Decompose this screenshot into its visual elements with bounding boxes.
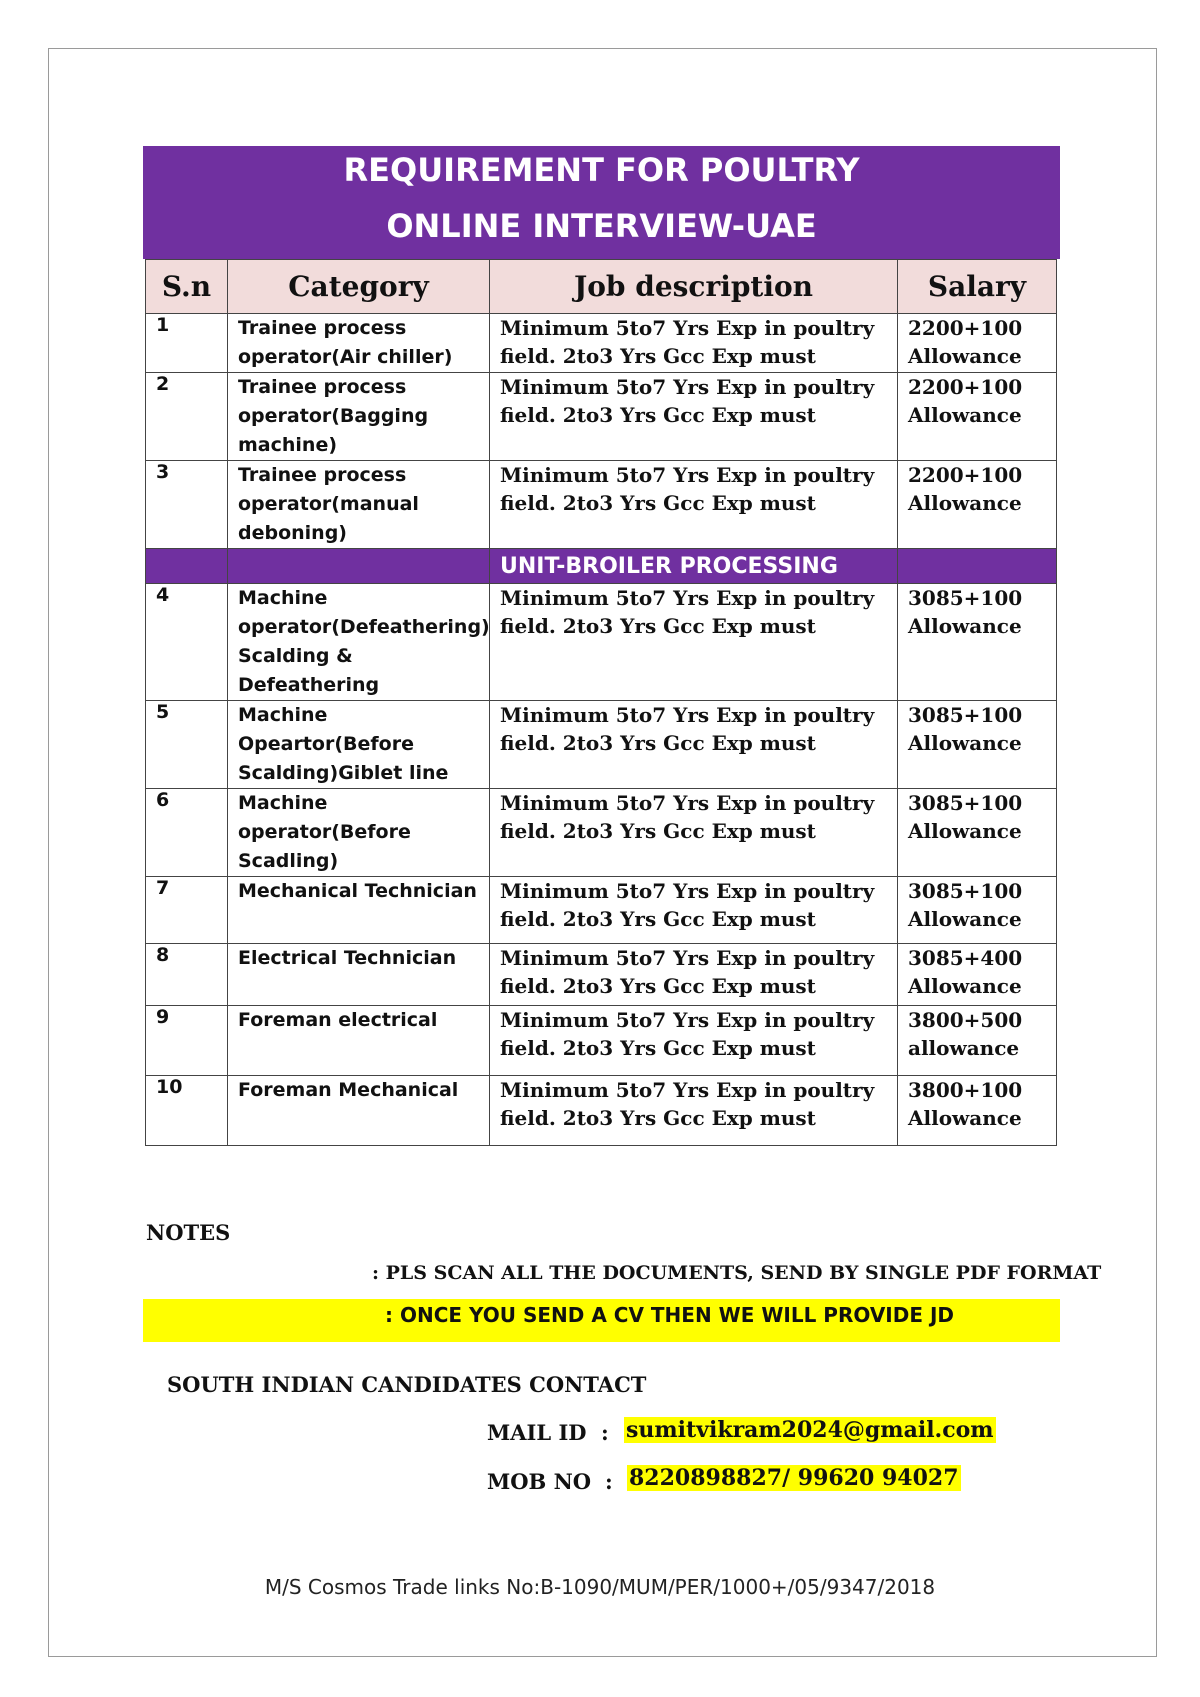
sn-cell — [146, 1076, 228, 1146]
salary-line: Allowance — [908, 403, 1022, 427]
salary-cell — [898, 1006, 1057, 1076]
sn-cell — [146, 373, 228, 461]
category-line: operator(Bagging — [238, 405, 429, 427]
job-description-cell — [490, 1006, 898, 1076]
job-description-cell — [490, 944, 898, 1006]
mail-id-separator: : — [601, 1420, 609, 1445]
job-description-line: field. 2to3 Yrs Gcc Exp must — [500, 344, 816, 368]
category-line: Mechanical Technician — [238, 880, 477, 902]
job-description-line: field. 2to3 Yrs Gcc Exp must — [500, 819, 816, 843]
table-row — [146, 584, 1057, 701]
salary-cell — [898, 789, 1057, 877]
column-header-sn: S.n — [146, 260, 228, 314]
sn-cell — [146, 701, 228, 789]
table-row — [146, 1006, 1057, 1076]
sn-cell — [146, 944, 228, 1006]
salary-line: Allowance — [908, 1106, 1022, 1130]
sn-line: 3 — [156, 461, 170, 483]
job-description-line: Minimum 5to7 Yrs Exp in poultry — [500, 375, 875, 399]
job-description-line: Minimum 5to7 Yrs Exp in poultry — [500, 316, 875, 340]
salary-line: 3085+400 — [908, 946, 1023, 970]
category-line: operator(Air chiller) — [238, 346, 453, 368]
sn-cell — [146, 877, 228, 944]
salary-cell — [898, 461, 1057, 549]
title-line-2: ONLINE INTERVIEW-UAE — [386, 207, 817, 245]
job-description-cell — [490, 1076, 898, 1146]
salary-line: 2200+100 — [908, 316, 1023, 340]
salary-line: Allowance — [908, 344, 1022, 368]
column-header-salary: Salary — [898, 260, 1057, 314]
job-description-line: Minimum 5to7 Yrs Exp in poultry — [500, 1008, 875, 1032]
category-line: Trainee process — [238, 317, 407, 339]
category-cell — [228, 789, 490, 877]
title-line-1: REQUIREMENT FOR POULTRY — [343, 151, 860, 189]
table-row — [146, 314, 1057, 373]
salary-line: 3085+100 — [908, 791, 1023, 815]
salary-cell — [898, 1076, 1057, 1146]
salary-line: 3085+100 — [908, 703, 1023, 727]
category-cell — [228, 461, 490, 549]
column-header-category: Category — [228, 260, 490, 314]
category-line: operator(Defeathering) — [238, 616, 490, 638]
table-row — [146, 461, 1057, 549]
job-description-line: Minimum 5to7 Yrs Exp in poultry — [500, 946, 875, 970]
category-line: Machine — [238, 792, 328, 814]
section-cell-empty — [898, 549, 1057, 584]
sn-line: 2 — [156, 373, 170, 395]
notes-title: NOTES — [146, 1220, 231, 1245]
job-description-cell — [490, 789, 898, 877]
salary-line: 3800+100 — [908, 1078, 1023, 1102]
table-body-group-2 — [146, 584, 1057, 1146]
category-cell — [228, 877, 490, 944]
table-row — [146, 877, 1057, 944]
salary-cell — [898, 373, 1057, 461]
category-cell — [228, 701, 490, 789]
job-description-line: Minimum 5to7 Yrs Exp in poultry — [500, 586, 875, 610]
category-line: Trainee process — [238, 464, 407, 486]
table-header-row — [146, 260, 1057, 314]
salary-cell — [898, 701, 1057, 789]
category-line: Scalding & — [238, 645, 353, 667]
job-description-cell — [490, 461, 898, 549]
salary-cell — [898, 877, 1057, 944]
salary-cell — [898, 584, 1057, 701]
salary-cell — [898, 314, 1057, 373]
contact-heading: SOUTH INDIAN CANDIDATES CONTACT — [167, 1372, 647, 1397]
job-description-line: Minimum 5to7 Yrs Exp in poultry — [500, 703, 875, 727]
job-description-line: Minimum 5to7 Yrs Exp in poultry — [500, 1078, 875, 1102]
category-line: Opeartor(Before — [238, 733, 414, 755]
category-cell — [228, 1076, 490, 1146]
category-cell — [228, 314, 490, 373]
job-description-line: field. 2to3 Yrs Gcc Exp must — [500, 731, 816, 755]
sn-cell — [146, 584, 228, 701]
salary-line: 2200+100 — [908, 375, 1023, 399]
job-description-line: field. 2to3 Yrs Gcc Exp must — [500, 491, 816, 515]
mobile-number-label: MOB NO — [487, 1469, 592, 1494]
note-scan-documents: : PLS SCAN ALL THE DOCUMENTS, SEND BY SINGLE PDF FORMAT — [372, 1262, 1102, 1284]
table-body-group-1 — [146, 314, 1057, 549]
section-row — [146, 549, 1057, 584]
table-row — [146, 373, 1057, 461]
salary-line: Allowance — [908, 731, 1022, 755]
salary-cell — [898, 944, 1057, 1006]
sn-line: 7 — [156, 877, 170, 899]
job-description-cell — [490, 701, 898, 789]
salary-line: 3085+100 — [908, 586, 1023, 610]
sn-line: 5 — [156, 701, 170, 723]
category-line: Defeathering — [238, 674, 380, 696]
category-line: Foreman electrical — [238, 1009, 438, 1031]
category-line: Trainee process — [238, 376, 407, 398]
section-cell-empty — [228, 549, 490, 584]
category-line: machine) — [238, 434, 338, 456]
category-line: operator(Before — [238, 821, 411, 843]
job-description-line: field. 2to3 Yrs Gcc Exp must — [500, 974, 816, 998]
sn-line: 9 — [156, 1006, 170, 1028]
salary-line: 3800+500 — [908, 1008, 1023, 1032]
jobs-table — [145, 259, 1057, 1146]
job-description-line: field. 2to3 Yrs Gcc Exp must — [500, 403, 816, 427]
job-description-line: Minimum 5to7 Yrs Exp in poultry — [500, 463, 875, 487]
table-section — [146, 549, 1057, 584]
sn-line: 1 — [156, 314, 170, 336]
job-description-line: field. 2to3 Yrs Gcc Exp must — [500, 1106, 816, 1130]
job-description-cell — [490, 584, 898, 701]
salary-line: Allowance — [908, 974, 1022, 998]
salary-line: 3085+100 — [908, 879, 1023, 903]
mail-id-value[interactable]: sumitvikram2024@gmail.com — [626, 1417, 994, 1443]
sn-line: 8 — [156, 944, 170, 966]
salary-line: Allowance — [908, 491, 1022, 515]
sn-cell — [146, 789, 228, 877]
category-line: Scalding)Giblet line — [238, 762, 449, 784]
category-line: Foreman Mechanical — [238, 1079, 459, 1101]
category-line: Electrical Technician — [238, 947, 457, 969]
category-line: Machine — [238, 587, 328, 609]
table-row — [146, 1076, 1057, 1146]
category-line: Scadling) — [238, 850, 339, 872]
job-description-line: Minimum 5to7 Yrs Exp in poultry — [500, 791, 875, 815]
sn-cell — [146, 314, 228, 373]
job-description-line: field. 2to3 Yrs Gcc Exp must — [500, 907, 816, 931]
salary-line: Allowance — [908, 614, 1022, 638]
job-description-line: field. 2to3 Yrs Gcc Exp must — [500, 1036, 816, 1060]
salary-line: allowance — [908, 1036, 1020, 1060]
salary-line: 2200+100 — [908, 463, 1023, 487]
mail-id-label: MAIL ID — [487, 1420, 587, 1445]
sn-line: 4 — [156, 584, 170, 606]
sn-cell — [146, 461, 228, 549]
category-cell — [228, 373, 490, 461]
job-description-cell — [490, 877, 898, 944]
section-label: UNIT-BROILER PROCESSING — [490, 549, 898, 584]
job-description-line: Minimum 5to7 Yrs Exp in poultry — [500, 879, 875, 903]
category-cell — [228, 1006, 490, 1076]
category-line: Machine — [238, 704, 328, 726]
mobile-number-separator: : — [605, 1469, 613, 1494]
table-row — [146, 701, 1057, 789]
sn-line: 6 — [156, 789, 170, 811]
mobile-number-value[interactable]: 8220898827/ 99620 94027 — [629, 1465, 959, 1491]
sn-cell — [146, 1006, 228, 1076]
footer-license: M/S Cosmos Trade links No:B-1090/MUM/PER/1000+/05/9347/2018 — [264, 1575, 936, 1599]
section-cell-empty — [146, 549, 228, 584]
table-row — [146, 944, 1057, 1006]
salary-line: Allowance — [908, 819, 1022, 843]
title-banner — [143, 146, 1060, 259]
category-cell — [228, 584, 490, 701]
table-row — [146, 789, 1057, 877]
sn-line: 10 — [156, 1076, 183, 1098]
category-line: operator(manual — [238, 493, 419, 515]
job-description-cell — [490, 373, 898, 461]
column-header-job-description: Job description — [490, 260, 898, 314]
job-description-line: field. 2to3 Yrs Gcc Exp must — [500, 614, 816, 638]
category-cell — [228, 944, 490, 1006]
job-description-cell — [490, 314, 898, 373]
note-send-cv: : ONCE YOU SEND A CV THEN WE WILL PROVIDE JD — [385, 1303, 955, 1327]
category-line: deboning) — [238, 522, 347, 544]
salary-line: Allowance — [908, 907, 1022, 931]
